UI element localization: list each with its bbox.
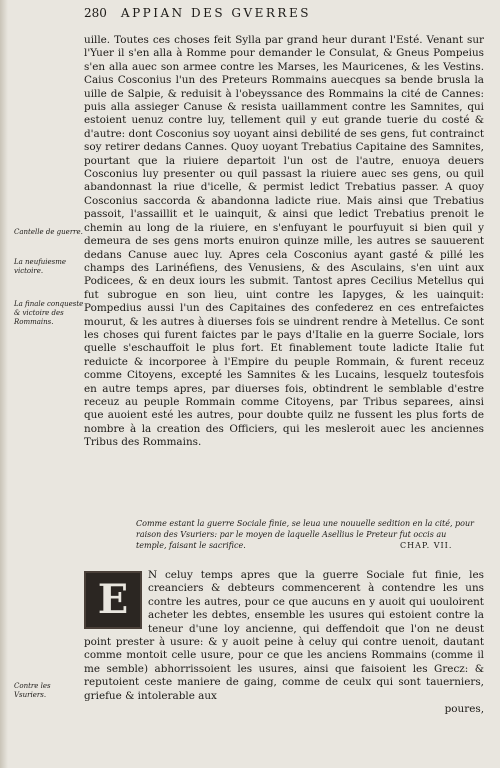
chapter-label: CHAP. VII. bbox=[400, 541, 453, 550]
margin-note-1: Cantelle de guerre. bbox=[14, 228, 83, 236]
margin-note-4: Contre les Vsuriers. bbox=[14, 682, 51, 699]
paragraph-2: N celuy temps apres que la guerre Sociale fut finie, les creanciers & debteurs commencerent à contendre les uns contre les autres, pour ce que aucuns en y auoit qui uouloirent acheter les debtes, ensemble les usures qui estoient contre la teneur d'une loy ancienne, qui deffendoit que l'on ne deust point prester à usure: & y auoit peine à celuy qui contre uenoit, dautant comme montoit celle usure, pour ce que les anciens Rommains (comme il me semble) abhorrissoient les usures, ainsi que faisoient les Grecz: & reputoient ceste maniere de gaing, comme de ceulx qui sont tauerniers, griefue & intolerable aux bbox=[84, 569, 484, 702]
main-text-block bbox=[84, 34, 484, 450]
page-header bbox=[84, 6, 486, 22]
main-text-block-2 bbox=[84, 569, 484, 716]
page-gutter-shadow bbox=[0, 0, 8, 768]
running-title: APPIAN DES GVERRES bbox=[120, 6, 311, 20]
chapter-summary: Comme estant la guerre Sociale finie, se leua une nouuelle sedition en la cité, pour raison des Vsuriers: par le moyen de laquelle Asellius le Preteur fut occis au temple, faisant le sacrifice. bbox=[136, 519, 474, 550]
margin-note-2: La neufuiesme victoire. bbox=[14, 258, 67, 275]
paragraph-1: uille. Toutes ces choses feit Sylla par grand heur durant l'Esté. Venant sur l'Yuer il s'en alla à Romme pour demander le Consulat, & Gneus Pompeius s'en alla auec son armee contre les Marses, les Mauricenes, & les Vestins. Caius Cosconius l'un des Preteurs Rommains auecques sa bende brusla la uille de Salpie, & reduisit à l'obeyssance des Rommains la cité de Cannes: puis alla assieger Canuse & resista uaillamment contre les Samnites, qui estoient uenuz contre luy, tellement quil y eut grande tuerie du costé & d'autre: dont Cosconius soy uoyant ainsi debilité de ses gens, fut contrainct soy retirer dedans Cannes. Quoy uoyant Trebatius Capitaine des Samnites, pourtant que la riuiere departoit l'un ost de l'autre, enuoya deuers Cosconius luy presenter ou quil passast la riuiere auec ses gens, ou quil abandonnast la riue d'icelle, & permist ledict Trebatius passer. A quoy Cosconius saccorda & abandonna ladicte riue. Mais ainsi que Trebatius passoit, l'assaillit et le uainquit, & ainsi que ledict Trebatius prenoit le chemin au long de la riuiere, en s'enfuyant le pourfuyuit si bien quil y demeura de ses gens morts enuiron quinze mille, les autres se sauuerent dedans Canuse auec luy. Apres cela Cosconius ayant gasté & pillé les champs des Larinéfiens, des Venusiens, & des Asculains, s'en uint aux Podicees, & en deux iours les submit. Tantost apres Cecilius Metellus qui fut subrogue en son lieu, uint contre les Iapyges, & les uainquit: Pompedius aussi l'un des Capitaines des confederez en ces entrefaictes mourut, & les autres à diuerses fois se uindrent rendre à Metellus. Ce sont les choses qui furent faictes par le pays d'Italie en la guerre Sociale, lors quelle s'eschauffoit le plus fort. Et finablement toute ladicte Italie fut reduicte & incorporee à l'Empire du peuple Rommain, & furent receuz comme Citoyens, excepté les Samnites & les Lucains, lesquelz toutesfois en autre temps apres, par diuerses fois, obtindrent le semblable d'estre receuz au peuple Rommain comme Citoyens, par Tribus separees, ainsi que auoient esté les autres, pour doubte quilz ne fussent les plus forts de nombre à la creation des Officiers, qui les mesleroit auec les anciennes Tribus des Rommains. bbox=[84, 34, 484, 449]
margin-note-3: La finale conqueste & victoire des Rommains. bbox=[14, 300, 84, 326]
page-number: 280 bbox=[84, 6, 107, 20]
decorated-initial: E bbox=[84, 571, 142, 629]
catchword: poures, bbox=[444, 703, 484, 716]
